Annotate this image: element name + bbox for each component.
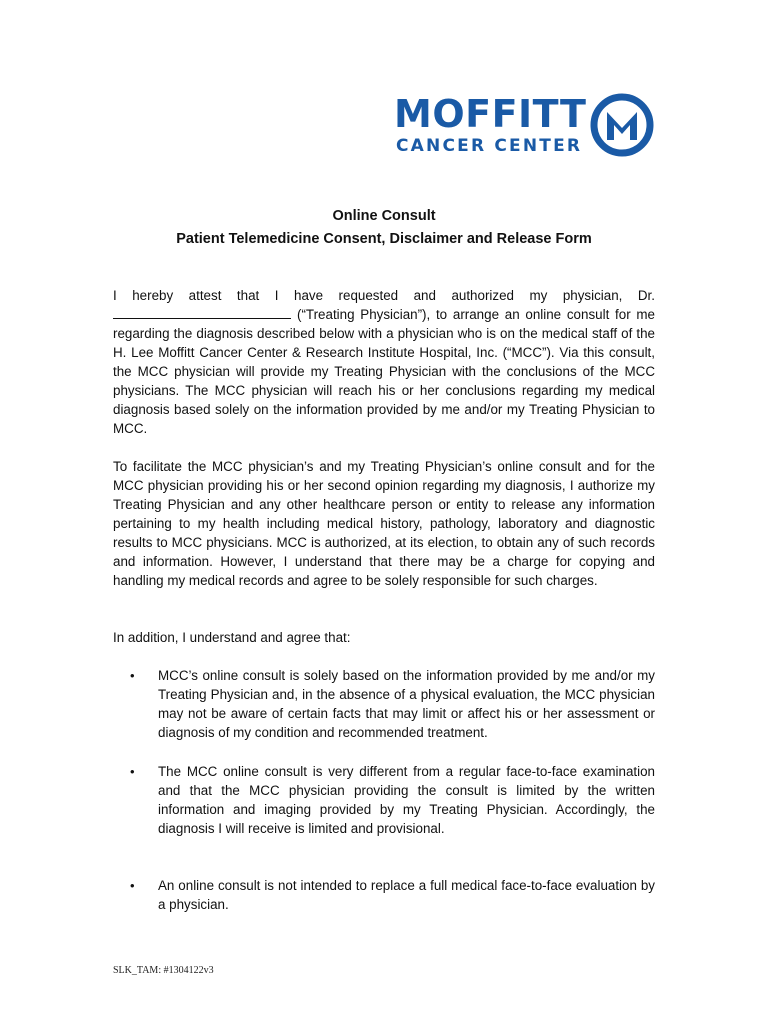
- attestation-rest: (“Treating Physician”), to arrange an online consult for me regarding the diagnosis described below with a physician who is on the medical staff of the H. Lee Moffitt Cancer Center & Research Institute Hospital, Inc. (“MCC”). Via this consult, the MCC physician will provide my Treating Physician with the conclusions of the MCC physicians. The MCC physician will reach his or her conclusions regarding my medical diagnosis based solely on the information provided by me and/or my Treating Physician to MCC.: [113, 307, 655, 436]
- logo-subtitle: CANCER CENTER: [396, 136, 583, 156]
- document-title: Online Consult: [332, 208, 436, 224]
- physician-name-blank: [113, 306, 291, 319]
- attestation-lead: I hereby attest that I have requested and authorized my physician, Dr.: [113, 288, 655, 303]
- attestation-paragraph: [113, 286, 655, 438]
- list-item-text: An online consult is not intended to replace a full medical face-to-face evaluation by a physician.: [158, 878, 655, 912]
- bullet-icon: •: [130, 668, 135, 683]
- document-footer-id: SLK_TAM: #1304122v3: [113, 965, 214, 976]
- moffitt-m-emblem-icon: [590, 92, 654, 158]
- document-subtitle: Patient Telemedicine Consent, Disclaimer and Release Form: [176, 231, 592, 247]
- bullet-icon: •: [130, 878, 135, 893]
- list-item-text: MCC’s online consult is solely based on the information provided by me and/or my Treating Physician and, in the absence of a physical evaluation, the MCC physician may not be aware of certain facts that may limit or affect his or her assessment or diagnosis of my condition and recommended treatment.: [158, 668, 655, 740]
- list-item-text: The MCC online consult is very different from a regular face-to-face examination and that the MCC physician providing the consult is limited by the written information and imaging provided by my Treating Physician. Accordingly, the diagnosis I will receive is limited and provisional.: [158, 764, 655, 836]
- moffitt-logo: [394, 92, 660, 162]
- agreement-intro: In addition, I understand and agree that:: [113, 630, 351, 645]
- release-paragraph: To facilitate the MCC physician’s and my Treating Physician’s online consult and for the MCC physician providing his or her second opinion regarding my diagnosis, I authorize my Treating Physician and any other healthcare person or entity to release any information pertaining to my health including medical history, pathology, laboratory and diagnostic results to MCC physicians. MCC is authorized, at its election, to obtain any of such records and information. However, I understand that there may be a charge for copying and handling my medical records and agree to be solely responsible for such charges.: [113, 459, 655, 588]
- logo-name: MOFFITT: [394, 92, 587, 136]
- bullet-icon: •: [130, 764, 135, 779]
